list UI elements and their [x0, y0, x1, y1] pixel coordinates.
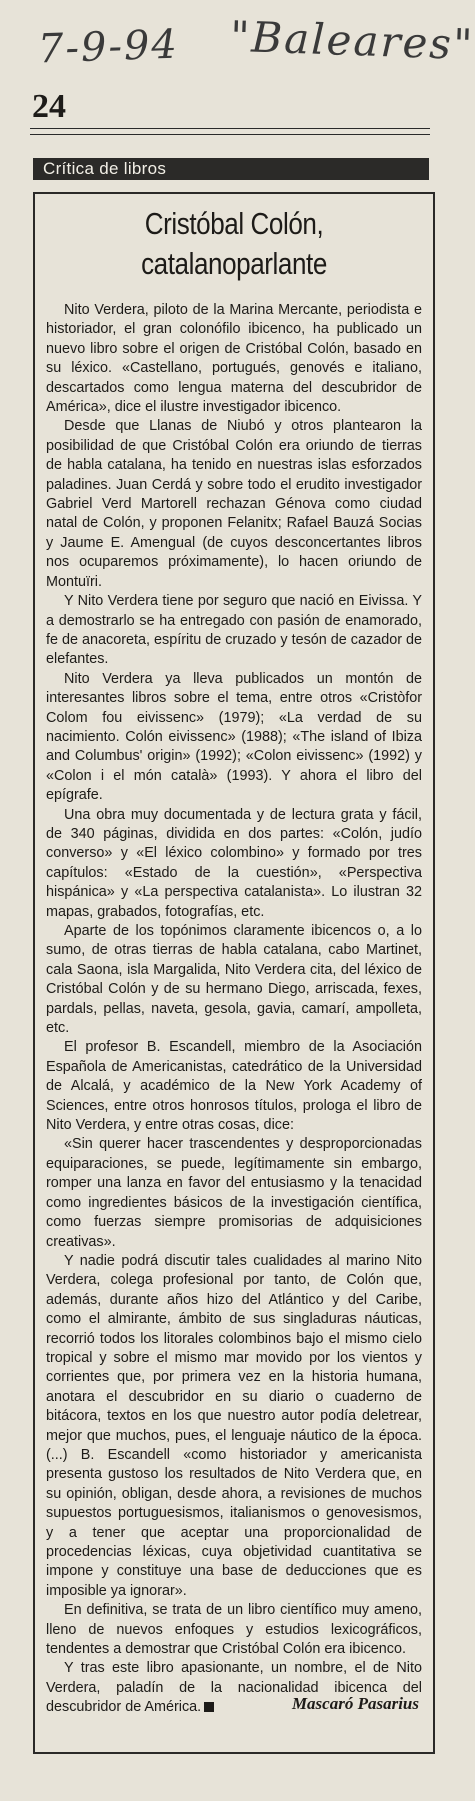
paragraph-final-text: Y tras este libro apasionante, un nombre, el de Nito Verdera, paladín de la nacionalidad ibicenca del descubridor de América. — [46, 1660, 422, 1716]
article-headline — [67, 204, 401, 284]
section-label: Crítica de libros — [33, 158, 429, 180]
handwritten-newspaper-name: "Baleares" — [229, 11, 475, 70]
handwritten-date: 7-9-94 — [37, 21, 180, 73]
handwritten-annotation — [30, 11, 475, 84]
paragraph: Y nadie podrá discutir tales cualidades al marino Nito Verdera, colega profesional por tanto, de Colón que, además, durante años hizo del Atlántico y del Caribe, como el almirante, ámbito de sus singladuras náuticas, recorrió todos los litorales colombinos bajo el mismo cielo tropical y sobre el mismo mar movido por los vientos y corrientes que, por primera vez en la historia humana, anotara el descubridor en su diario o cuaderno de bitácora, textos en los que nuestro autor podía deletrear, mejor que muchos, pues, el lenguaje náutico de la época. (...) B. Escandell «como historiador y americanista presenta gustoso los resultados de Nito Verdera que, en su opinión, obligan, desde ahora, a revisiones de muchos supuestos portuguesismos, italianismos o genovesismos, y a tener que aceptar una proporcionalidad de procedencias léxicas, cuya objetividad cuantitativa se impone y constituye una base de deducciones que es imposible ya ignorar». — [46, 1252, 422, 1599]
page-number: 24 — [32, 88, 66, 125]
paragraph: «Sin querer hacer trascendentes y desproporcionadas equiparaciones, se puede, legítimamente sin embargo, romper una lanza en favor del entusiasmo y la tenacidad como ingredientes básicos de la investigación científica, como fuerzas siempre promisorias de adquisiciones creativas». — [46, 1136, 422, 1250]
paragraph: Una obra muy documentada y de lectura grata y fácil, de 340 páginas, dividida en dos partes: «Colón, judío converso» y «El léxico colombino» y formado por tres capítulos: «Estado de la cuestión», «Perspectiva hispánica» y «La perspectiva catalanista». Lo ilustran 32 mapas, grabados, fotografías, etc. — [46, 806, 422, 920]
author-byline: Mascaró Pasarius — [291, 1694, 419, 1713]
article-body — [46, 301, 422, 1718]
paragraph: Aparte de los topónimos claramente ibicencos o, a lo sumo, de otras tierras de habla catalana, cabo Martinet, cala Saona, isla Margalida, Nito Verdera cita, del léxico de Cristóbal Colón y de su hermano Diego, arriscada, fexes, pardals, pellas, naveta, gesola, gavia, camarí, ampolleta, etc. — [46, 923, 422, 1037]
paragraph: Y Nito Verdera tiene por seguro que nació en Eivissa. Y a demostrarlo se ha entregado con pasión de enamorado, fe de anacoreta, espíritu de cruzado y tesón de cazador de elefantes. — [46, 593, 422, 668]
article-frame — [33, 192, 435, 1754]
end-of-article-mark — [204, 1702, 214, 1712]
header-rule-secondary — [30, 134, 430, 135]
paragraph: Nito Verdera ya lleva publicados un montón de interesantes libros sobre el tema, entre otros «Cristòfor Colom fou eivissenc» (1979); «La verdad de su nacimiento. Colón eivissenc» (1988); «The island of Ibiza and Columbus' origin» (1992); «Colon eivissenc» (1992) y «Colon i el món català» (1993). Y ahora el libro del epígrafe. — [46, 670, 422, 804]
header-rule — [30, 128, 430, 129]
paragraph: Desde que Llanas de Niubó y otros plantearon la posibilidad de que Cristóbal Colón era oriundo de tierras de habla catalana, ha tenido en nuestras islas esforzados paladines. Juan Cerdá y sobre todo el erudito investigador Gabriel Verd Martorell rechazan Génova como ciudad natal de Colón, y proponen Felanitx; Rafael Bauzá Socias y Jaume E. Amengual (de cuyos desconcertantes libros nos ocuparemos próximamente), lo hacen oriundo de Montuïri. — [46, 418, 422, 590]
headline-line: catalanoparlante — [141, 246, 327, 281]
paragraph: El profesor B. Escandell, miembro de la Asociación Española de Americanistas, catedrático de la Universidad de Alcalá, y académico de la New York Academy of Sciences, entre otros honrosos títulos, prologa el libro de Nito Verdera, y entre otras cosas, dice: — [46, 1039, 422, 1134]
paragraph: Nito Verdera, piloto de la Marina Mercante, periodista e historiador, el gran colonófilo ibicenco, ha publicado un nuevo libro sobre el origen de Cristóbal Colón, basado en su léxico. «Castellano, portugués, genovés e italiano, descartados como lengua materna del descubridor de América», dice el ilustre investigador ibicenco. — [46, 302, 422, 416]
paragraph: En definitiva, se trata de un libro científico muy ameno, lleno de nuevos enfoques y estudios lexicográficos, tendentes a demostrar que Cristóbal Colón era ibicenco. — [46, 1602, 422, 1658]
headline-line: Cristóbal Colón, — [144, 206, 324, 241]
